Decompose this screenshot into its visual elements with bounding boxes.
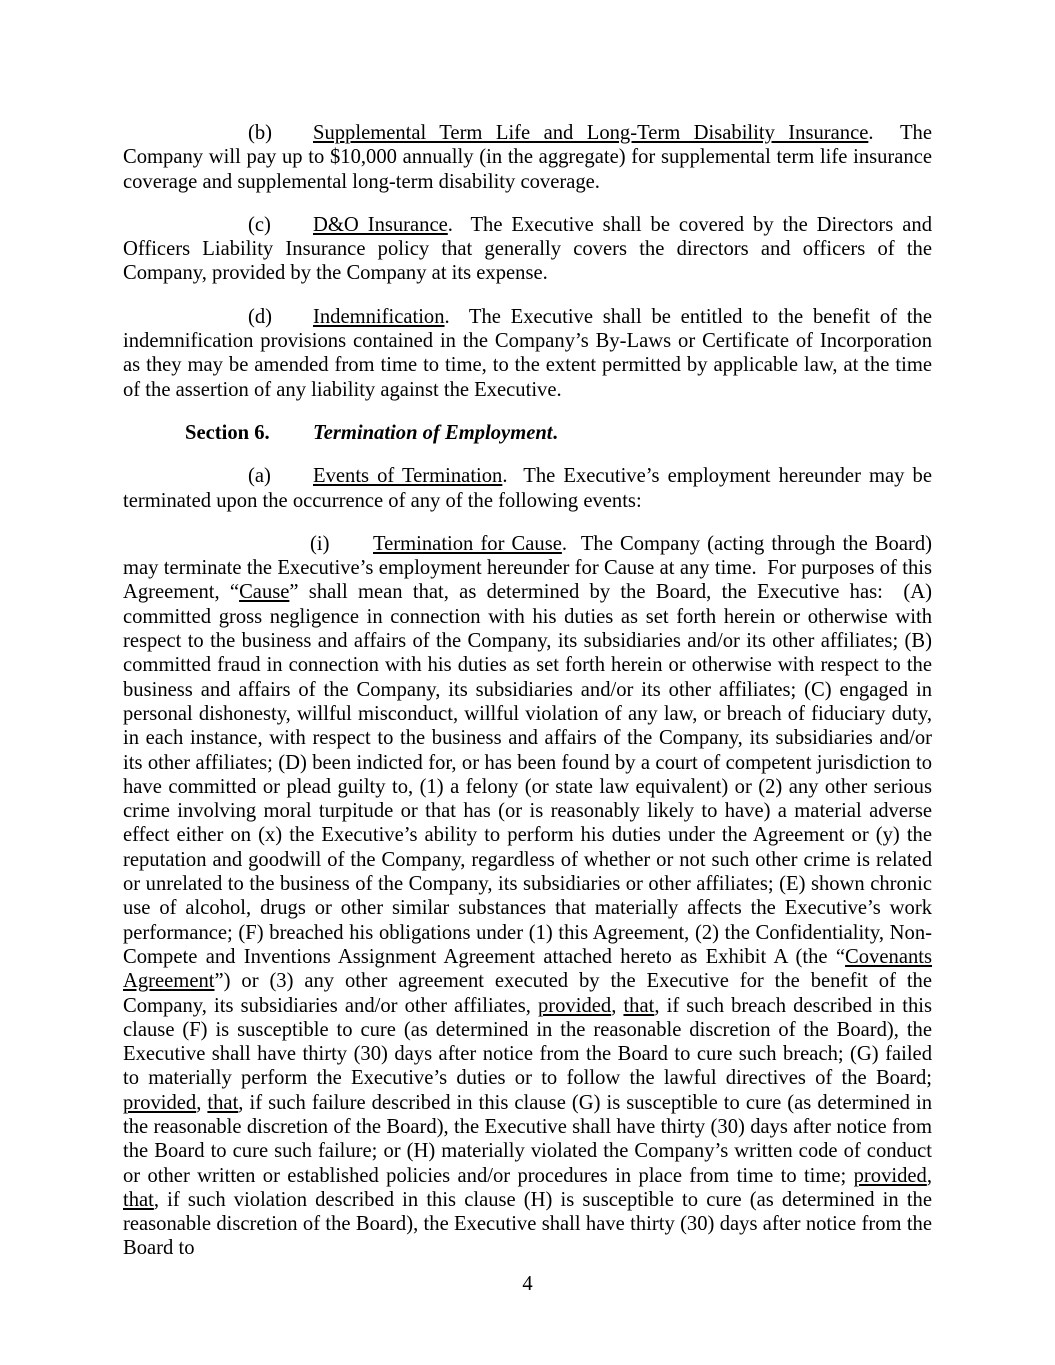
paragraph-d-indemnification <box>123 305 932 402</box>
paragraph-d-indemnification-run: Indemnification <box>313 305 445 328</box>
paragraph-i-termination-for-cause-run: provided <box>537 994 612 1017</box>
paragraph-i-termination-for-cause-run: that <box>623 994 655 1017</box>
paragraph-b-supplemental-insurance <box>123 121 932 194</box>
paragraph-a-events-of-termination-run: . The Executive’s employment hereunder may be terminated upon the occurrence of any of the following events: <box>123 465 932 512</box>
paragraph-i-termination-for-cause-run: , if such violation described in this clause (H) is susceptible to cure (as determined in the reasonable discretion of the Board), the Executive shall have thirty (30) days after notice from the Board to <box>123 1188 932 1260</box>
page-footer <box>0 1272 1055 1296</box>
paragraph-i-termination-for-cause-run: provided <box>853 1164 927 1187</box>
paragraph-i-termination-for-cause-run: provided <box>123 1091 197 1114</box>
paragraph-a-events-of-termination-label: (a) <box>248 465 271 488</box>
paragraph-c-do-insurance <box>123 213 932 286</box>
page-number: 4 <box>522 1273 533 1295</box>
paragraph-i-termination-for-cause-run: Termination for Cause <box>373 532 562 555</box>
paragraph-i-termination-for-cause-run: . The Company (acting through the Board) may terminate the Executive’s employment hereunder for Cause at any time. For purposes of this Agreement, “ <box>123 532 933 604</box>
paragraph-d-indemnification-label: (d) <box>248 305 273 328</box>
paragraph-c-do-insurance-run: . The Executive shall be covered by the Directors and Officers Liability Insurance policy that generally covers the directors and officers of the Company, provided by the Company at its expense. <box>123 213 932 285</box>
paragraph-i-termination-for-cause-run: , if such failure described in this clause (G) is susceptible to cure (as determined in the reasonable discretion of the Board), the Executive shall have thirty (30) days after notice from the Board to cure such failure; or (H) materially violated the Company’s written code of conduct or other written or established policies and/or procedures in place from time to time; <box>123 1091 932 1187</box>
paragraph-i-termination-for-cause-run: that <box>123 1188 154 1211</box>
paragraph-i-termination-for-cause-run: ”) or (3) any other agreement executed by the Executive for the benefit of the Company, its subsidiaries and/or other affiliates, <box>123 970 932 1017</box>
document-body <box>123 121 932 1280</box>
section-6-heading-run: . <box>552 421 558 444</box>
paragraph-c-do-insurance-run: D&O Insurance <box>313 213 448 236</box>
paragraph-c-do-insurance-label: (c) <box>248 213 271 236</box>
paragraph-i-termination-for-cause-run: , <box>926 1164 932 1187</box>
paragraph-i-termination-for-cause <box>123 532 932 1261</box>
paragraph-i-termination-for-cause-run: Covenants Agreement <box>123 945 932 993</box>
paragraph-i-termination-for-cause-run: Cause <box>239 581 290 604</box>
paragraph-i-termination-for-cause-run: , <box>611 994 624 1017</box>
section-6-heading-run: Termination of Employment <box>313 421 553 444</box>
paragraph-a-events-of-termination <box>123 464 932 513</box>
paragraph-a-events-of-termination-run: Events of Termination <box>313 465 503 488</box>
section-6-heading-label: Section 6. <box>185 421 270 444</box>
paragraph-i-termination-for-cause-label: (i) <box>310 532 330 555</box>
paragraph-b-supplemental-insurance-run: . The Company will pay up to $10,000 annually (in the aggregate) for supplemental term life insurance coverage and supplemental long-term disability coverage. <box>123 122 932 193</box>
paragraph-i-termination-for-cause-run: , <box>196 1091 208 1114</box>
section-6-heading <box>123 421 932 445</box>
paragraph-d-indemnification-run: . The Executive shall be entitled to the benefit of the indemnification provisions contained in the Company’s By-Laws or Certificate of Incorporation as they may be amended from time to time, to the extent permitted by applicable law, at the time of the assertion of any liability against the Executive. <box>123 305 932 401</box>
paragraph-i-termination-for-cause-run: that <box>207 1091 239 1114</box>
paragraph-i-termination-for-cause-run: ” shall mean that, as determined by the Board, the Executive has: (A) committed gross negligence in connection with his duties as set forth herein or otherwise with respect to the business and affairs of the Company, its subsidiaries and/or its other affiliates; (B) committed fraud in connection with his duties as set forth herein or otherwise with respect to the business and affairs of the Company, its subsidiaries and/or its other affiliates; (C) engaged in personal dishonesty, willful misconduct, willful violation of any law, or breach of fiduciary duty, in each instance, with respect to the business and affairs of the Company, its subsidiaries and/or its other affiliates; (D) been indicted for, or has been found by a court of competent jurisdiction to have committed or plead guilty to, (1) a felony (or state law equivalent) or (2) any other serious crime involving moral turpitude or that has (or is reasonably likely to have) a material adverse effect either on (x) the Executive’s ability to perform his duties under the Agreement or (y) the reputation and goodwill of the Company, regardless of whether or not such other crime is related or unrelated to the business of the Company, its subsidiaries or other affiliates; (E) shown chronic use of alcohol, drugs or other similar substances that materially affects the Executive’s work performance; (F) breached his obligations under (1) this Agreement, (2) the Confidentiality, Non-Compete and Inventions Assignment Agreement attached hereto as Exhibit A (the “ <box>123 581 932 968</box>
paragraph-i-termination-for-cause-run: , if such breach described in this clause (F) is susceptible to cure (as determined in the reasonable discretion of the Board), the Executive shall have thirty (30) days after notice from the Board to cure such breach; (G) failed to materially perform the Executive’s duties or to follow the lawful directives of the Board; <box>123 994 933 1090</box>
paragraph-b-supplemental-insurance-label: (b) <box>248 122 273 144</box>
paragraph-b-supplemental-insurance-run: Supplemental Term Life and Long-Term Disability Insurance <box>313 122 869 144</box>
